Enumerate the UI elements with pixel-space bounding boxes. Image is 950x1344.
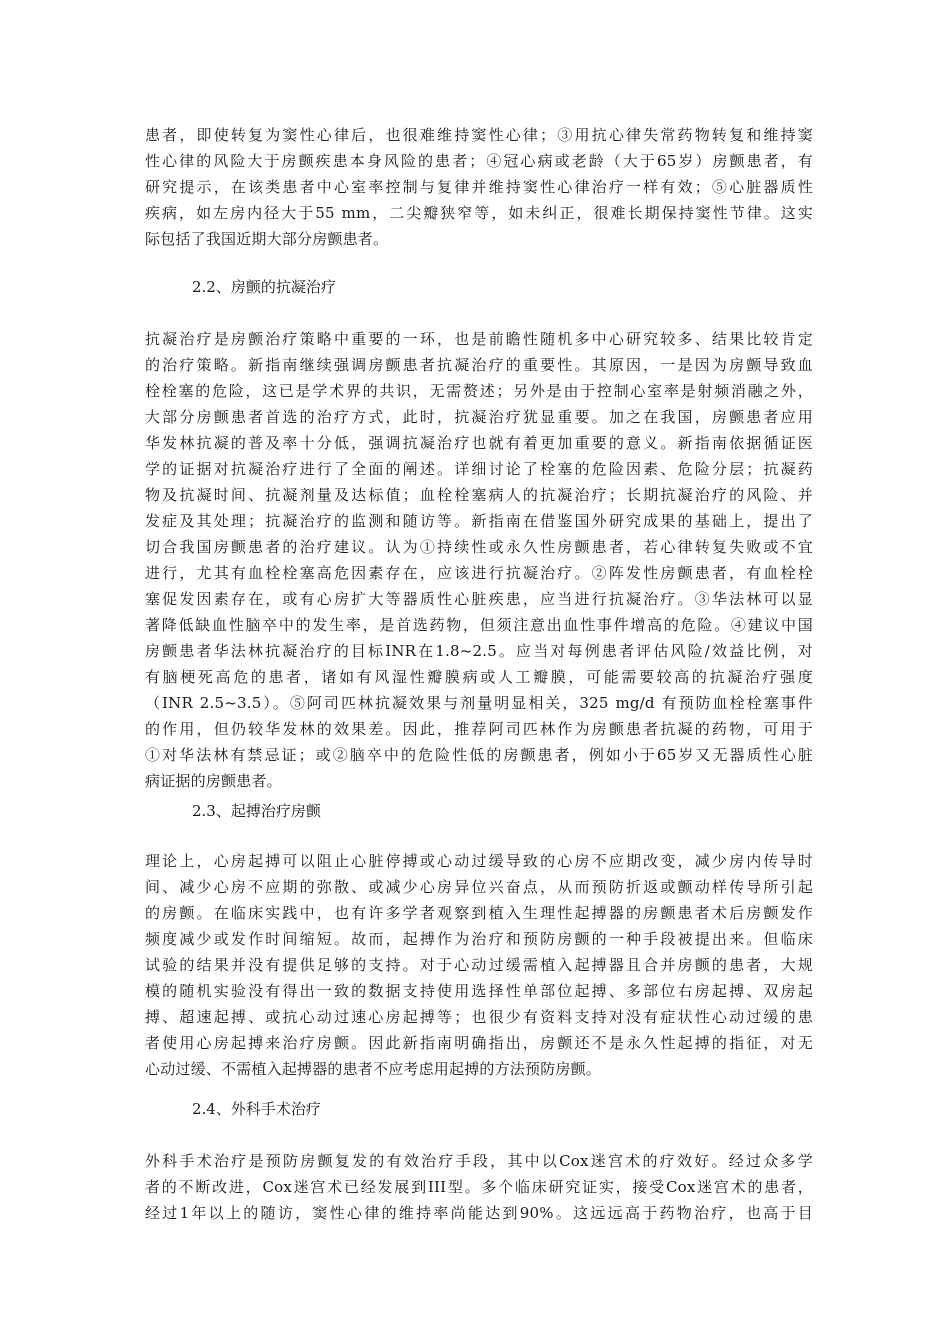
text-line: （INR 2.5~3.5）。⑤阿司匹林抗凝效果与剂量明显相关，325 mg/d 有预防血栓栓塞事件 bbox=[145, 694, 813, 712]
text-line: 经过1年以上的随访，窦性心律的维持率尚能达到90%。这远远高于药物治疗，也高于目 bbox=[145, 1204, 813, 1222]
text-line: 频度减少或发作时间缩短。故而，起搏作为治疗和预防房颤的一种手段被提出来。但临床 bbox=[145, 930, 813, 948]
paragraph-1 bbox=[145, 122, 813, 252]
text-line: 塞促发因素存在，或有心房扩大等器质性心脏疾患，应当进行抗凝治疗。③华法林可以显 bbox=[145, 590, 813, 608]
text-line: 大部分房颤患者首选的治疗方式，此时，抗凝治疗犹显重要。加之在我国，房颤患者应用 bbox=[145, 408, 813, 426]
text-line: 进行，尤其有血栓栓塞高危因素存在，应该进行抗凝治疗。②阵发性房颤患者，有血栓栓 bbox=[145, 564, 813, 582]
text-line: 间、减少心房不应期的弥散、或减少心房异位兴奋点，从而预防折返或颤动样传导所引起 bbox=[145, 878, 813, 896]
text-line: 心动过缓、不需植入起搏器的患者不应考虑用起搏的方法预防房颤。 bbox=[145, 1060, 602, 1078]
paragraph-4 bbox=[145, 1148, 813, 1226]
text-line: 外科手术治疗是预防房颤复发的有效治疗手段，其中以Cox迷宫术的疗效好。经过众多学 bbox=[145, 1152, 813, 1170]
text-line: 的作用，但仍较华发林的效果差。因此，推荐阿司匹林作为房颤患者抗凝的药物，可用于 bbox=[145, 720, 813, 738]
text-line: 的治疗策略。新指南继续强调房颤患者抗凝治疗的重要性。其原因，一是因为房颤导致血 bbox=[145, 356, 813, 374]
text-line: 疾病，如左房内径大于55 mm，二尖瓣狭窄等，如未纠正，很难长期保持窦性节律。这实 bbox=[145, 204, 813, 222]
text-line: ①对华法林有禁忌证；或②脑卒中的危险性低的房颤患者，例如小于65岁又无器质性心脏 bbox=[145, 746, 813, 764]
text-line: 搏、超速起搏、或抗心动过速心房起搏等；也很少有资料支持对没有症状性心动过缓的患 bbox=[145, 1008, 813, 1026]
text-line: 者使用心房起搏来治疗房颤。因此新指南明确指出，房颤还不是永久性起搏的指征，对无 bbox=[145, 1034, 813, 1052]
text-line: 模的随机实验没有得出一致的数据支持使用选择性单部位起搏、多部位右房起搏、双房起 bbox=[145, 982, 813, 1000]
text-line: 病证据的房颤患者。 bbox=[145, 772, 282, 790]
text-line: 性心律的风险大于房颤疾患本身风险的患者；④冠心病或老龄（大于65岁）房颤患者，有 bbox=[145, 152, 813, 170]
paragraph-2 bbox=[145, 326, 813, 794]
text-line: 有脑梗死高危的患者，诸如有风湿性瓣膜病或人工瓣膜，可能需要较高的抗凝治疗强度 bbox=[145, 668, 813, 686]
section-heading-2-2: 2.2、房颤的抗凝治疗 bbox=[192, 278, 336, 296]
text-line: 者的不断改进，Cox迷宫术已经发展到III型。多个临床研究证实，接受Cox迷宫术的患者， bbox=[145, 1178, 813, 1196]
text-line: 研究提示，在该类患者中心室率控制与复律并维持窦性心律治疗一样有效；⑤心脏器质性 bbox=[145, 178, 813, 196]
text-line: 的房颤。在临床实践中，也有许多学者观察到植入生理性起搏器的房颤患者术后房颤发作 bbox=[145, 904, 813, 922]
text-line: 华发林抗凝的普及率十分低，强调抗凝治疗也就有着更加重要的意义。新指南依据循证医 bbox=[145, 434, 813, 452]
section-heading-2-4: 2.4、外科手术治疗 bbox=[192, 1100, 321, 1118]
text-line: 物及抗凝时间、抗凝剂量及达标值；血栓栓塞病人的抗凝治疗；长期抗凝治疗的风险、并 bbox=[145, 486, 813, 504]
text-line: 理论上，心房起搏可以阻止心脏停搏或心动过缓导致的心房不应期改变，减少房内传导时 bbox=[145, 852, 813, 870]
section-heading-2-3: 2.3、起搏治疗房颤 bbox=[192, 802, 321, 820]
text-line: 患者，即使转复为窦性心律后，也很难维持窦性心律；③用抗心律失常药物转复和维持窦 bbox=[145, 126, 813, 144]
text-line: 抗凝治疗是房颤治疗策略中重要的一环，也是前瞻性随机多中心研究较多、结果比较肯定 bbox=[145, 330, 813, 348]
text-line: 房颤患者华法林抗凝治疗的目标INR在1.8~2.5。应当对每例患者评估风险/效益比例，对 bbox=[145, 642, 813, 660]
text-line: 学的证据对抗凝治疗进行了全面的阐述。详细讨论了栓塞的危险因素、危险分层；抗凝药 bbox=[145, 460, 813, 478]
text-line: 试验的结果并没有提供足够的支持。对于心动过缓需植入起搏器且合并房颤的患者，大规 bbox=[145, 956, 813, 974]
text-line: 发症及其处理；抗凝治疗的监测和随访等。新指南在借鉴国外研究成果的基础上，提出了 bbox=[145, 512, 813, 530]
text-line: 际包括了我国近期大部分房颤患者。 bbox=[145, 230, 389, 248]
text-line: 切合我国房颤患者的治疗建议。认为①持续性或永久性房颤患者，若心律转复失败或不宜 bbox=[145, 538, 813, 556]
paragraph-3 bbox=[145, 848, 813, 1082]
text-line: 栓栓塞的危险，这已是学术界的共识，无需赘述；另外是由于控制心室率是射频消融之外， bbox=[145, 382, 813, 400]
text-line: 著降低缺血性脑卒中的发生率，是首选药物，但须注意出血性事件增高的危险。④建议中国 bbox=[145, 616, 813, 634]
